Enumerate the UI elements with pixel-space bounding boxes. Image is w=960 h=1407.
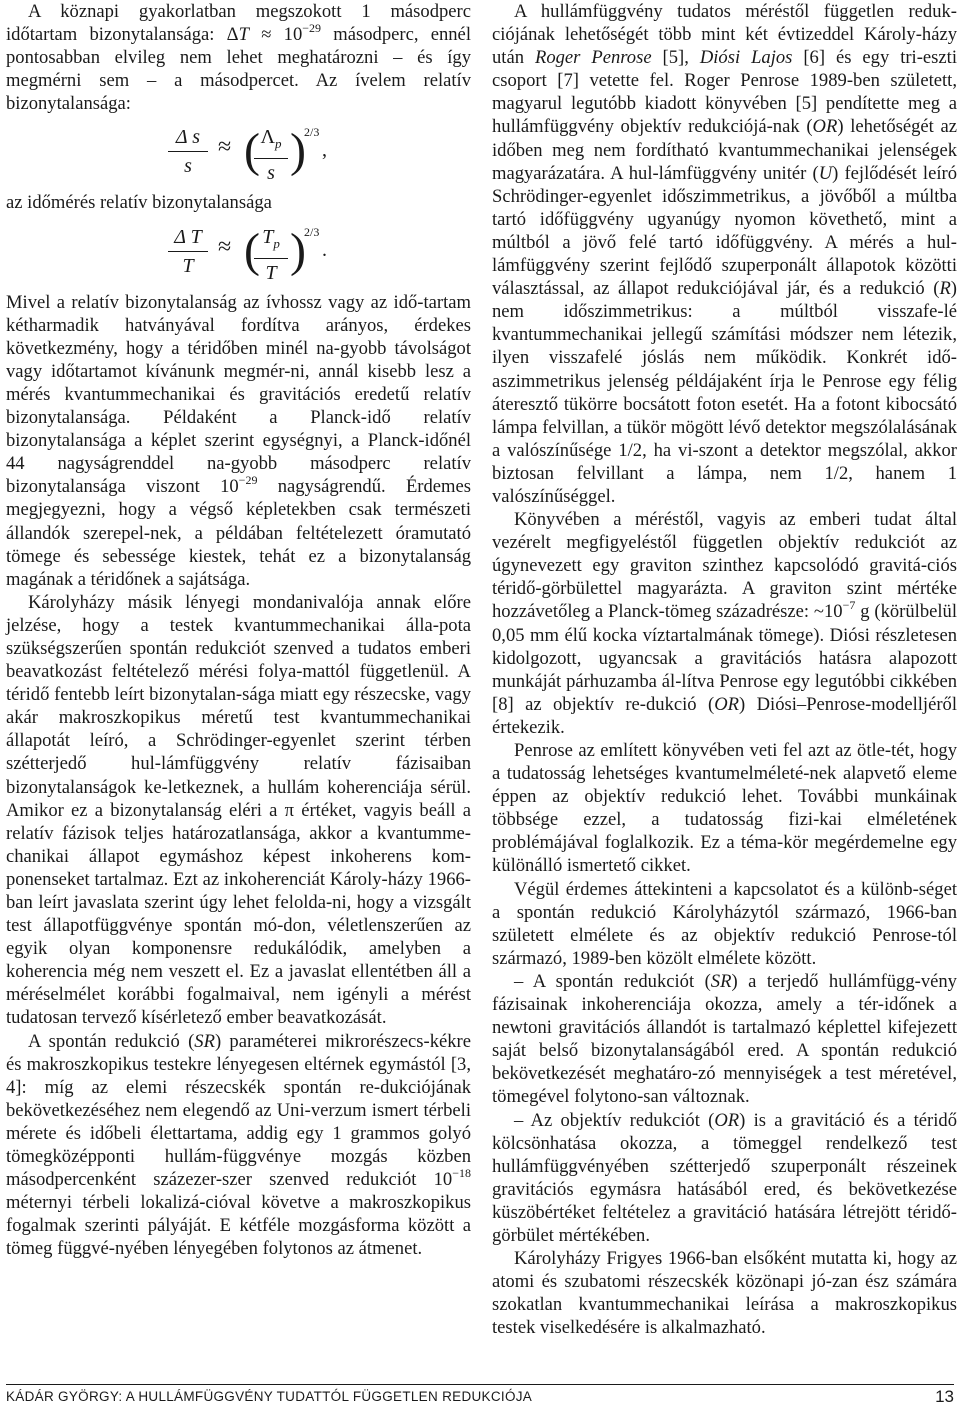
running-title: KÁDÁR GYÖRGY: A HULLÁMFÜGGVÉNY TUDATTÓL FÜGGETLEN REDUKCIÓJA <box>6 1389 533 1404</box>
page-footer <box>6 1384 954 1405</box>
exponent: 2/3 <box>304 125 320 140</box>
paragraph-consciousness: Penrose az említett könyvében veti fel azt az ötle-tét, hogy a tudatosság lehetséges kvantumelméleté-nek alapvető eleme éppen az objektív redukció lehet. További munkáinak többsége ezzel, a tudatosság fizi-kai elméletének problémájával foglalkozik. Ez a téma-kör megérdemelne egy különálló ismertető cikket. <box>492 740 957 877</box>
paragraph-graviton-level: Könyvében a méréstől, vagyis az emberi tudat által vezérelt megfigyeléstől független objektív redukciót az úgynevezett egy graviton szinthez kapcsolódó gravitá-ciós téridő-görbülettel magyarázta. A graviton szint mértéke hozzávetőleg a Planck-tömeg századrésze: $\sim 10^{-7}$ g (körülbelül 0,05 mm élű kocka víztartalmának tömege). Diósi részletesen kidolgozott, ugyancsak a gravitációs hatásra alapozott munkáját párhuzamba ál-lítva Penrose egy legutóbbi cikkében [8] az objektív re-dukció (OR) Diósi–Penrose-modelljéről értekezik. <box>492 509 958 738</box>
page-number: 13 <box>935 1387 954 1406</box>
right-paren: ) <box>290 124 306 178</box>
paragraph-conclusion: Károlyházy Frigyes 1966-ban elsőként mutatta ki, hogy az atomi és szubatomi részecskék közönapi jó-zan ész számára szokatlan kvantummechanikai leírása a makroszkopikus testek viselkedésére is alkalmazható. <box>492 1248 957 1339</box>
equation-fraction-inner: $\Lambda_p$ s <box>254 125 288 185</box>
right-paren: ) <box>290 223 306 277</box>
exponent: 2/3 <box>304 224 320 239</box>
paragraph-sr-parameters: A spontán redukció (SR) paraméterei mikrorészecs-kékre és makroszkopikus testekre lényegesen eltérnek egymástól [3, 4]: míg az elemi részecskék spontán re-dukciójának bekövetkezéséhez nem elegendő az Uni-verzum ismert térbeli mérete és időbeli élettartama, addig egy 1 grammos golyó tömegközépponti hullám-függvénye mozgás közben másodpercenként százezer-szer szenved redukciót $10^{-18}$ méternyi térbeli lokalizá-cióval követve a makroszkopikus fogalmak szerinti pályáját. E kétféle mozgásforma között a tömeg függvé-nyében lényegében folytonos az átmenet. <box>6 1030 471 1260</box>
paragraph-planck-time: Mivel a relatív bizonytalanság az ívhossz vagy az idő-tartam kétharmadik hatványával fordítva arányos, érdekes következmény, hogy a téridőben minél na-gyobb távolságot vagy időtartamot kívánunk megmér-ni, annál kisebb lesz a mérés kvantummechanikai és gravitációs eredetű relatív bizonytalansága. Példaként a Planck-idő relatív bizonytalansága a képlet szerint egységnyi, a Planck-időnél 44 nagyságrenddel na-gyobb másodperc relatív bizonytalansága viszont $10^{-29}$ nagyságrendű. Érdemes megjegyezni, hogy a végső képletekben csak természeti állandók szerepel-nek, a példában feltételezett óramutató tömege és sebessége kiestek, tehát ez a bizonytalanság magának a téridőnek a sajátsága. <box>6 291 471 590</box>
equation-time-uncertainty: Δ T T ≈ ( $T_p$ T ) 2/3 . <box>6 219 471 287</box>
left-paren: ( <box>244 124 260 178</box>
paragraph-second-uncertainty: A köznapi gyakorlatban megszokott 1 másodperc időtartam bizonytalansága: $\Delta T \approx 10^{-29}$ másodperc, ennél pontosabban elvileg nem lehet meghatározni – és így megmérni sem – a másodpercet. Az ívelem relatív bizonytalansága: <box>6 1 471 115</box>
approx-symbol: ≈ <box>218 134 232 161</box>
paragraph-spontaneous-reduction: Károlyházy másik lényegi mondanivalója annak előre jelzése, hogy a testek kvantummechanikai álla-pota szükségszerűen spontán redukciót szenved a tudatos emberi beavatkozást feltételező mérési folya-mattól függetlenül. A téridő fentebb leírt bizonytalan-sága miatt egy részecske, vagy akár makroszkopikus méretű test kvantummechanikai állapotát leíró, a Schrödinger-egyenlet szerint térben szétterjedő hul-lámfüggvény relatív fázisaiban bizonytalanságok ke-letkeznek, a hullám koherenciája sérül. Amikor ez a bizonytalanság eléri a π értéket, vagyis beáll a relatív fázisok teljes határozatlansága, akkor a kvantumme-chanikai állapot egymáshoz képest inkoherens kom-ponenseket tartalmaz. Ezt az inkoherenciát Károly-házy 1966-ban leírt javaslata szerint úgy lehet feloldа-ni, hogy a vizsgált test állapotfüggvénye spontán mó-don, véletlenszerűen az egyik olyan komponensre redukálódik, amelyben a koherencia még nem veszett el. Ez a javaslat ellentétben áll a méréselmélet korábbi fogalmaival, nem igényli a mérést tudatosan tervező kísérletező ember beavatkozását. <box>6 591 471 1029</box>
paragraph-penrose-intro: A hullámfüggvény tudatos méréstől független reduk-ciójának lehetőségét több mint két évtizeddel Károly-házy után Roger Penrose [5], Diósi Lajos [6] és egy tri-eszti csoport [7] vetette fel. Roger Penrose 1989-ben született, magyarul legutóbb kiadott könyvében [5] pendítette meg a hullámfüggvény objektív redukciójá-nak (OR) lehetőségét az időben meg nem fordítható kvantummechanikai jelenségek magyarázatára. A hul-lámfüggvény unitér (U) fejlődését leíró Schrödinger-egyenlet időszimmetrikus, a jövőből a múltba tartó időfüggvény ugyanúgy nyomon követhető, mint a múltból a jövő felé tartó időfüggvény. A mérés a hul-lámfüggvény szerint fejlődő szuperponált állapotok közötti választással, az állapot redukciójával jár, és a redukció (R) nem időszimmetrikus: a múltból visszafe-lé kvantummechanikai jellegű számítási módszer nem létezik, ilyen visszafelé jóslás nem működik. Konkrét idő-aszimmetrikus jelenség példájaként írja le Penrose egy félig áteresztő tükörre bocsátott foton esetét. Ha a fotont kibocsátó lámpa felvillan, a tükör mögött lévő detektor megszólalásának a valószínűsége 1/2, ha vi-szont a detektor megszólal, akkor biztosan felvillant a lámpa, nem 1/2, hanem 1 valószínűséggel. <box>492 1 958 507</box>
equation-fraction-inner: $T_p$ T <box>254 225 288 285</box>
approx-symbol: ≈ <box>218 233 232 260</box>
paragraph-time-uncertainty-intro: az időmérés relatív bizonytalansága <box>6 192 272 214</box>
paragraph-comparison-intro: Végül érdemes áttekinteni a kapcsolatot és a különb-séget a spontán redukció Károlyházytól származó, 1966-ban született elmélete és az objektív redukció Penrose-tól származó, 1989-ben közölt elmélete között. <box>492 878 957 969</box>
equation-fraction-left: Δ s s <box>168 125 208 178</box>
equation-arc-uncertainty: Δ s s ≈ ( $\Lambda_p$ s ) 2/3 , <box>6 119 471 187</box>
right-column <box>492 0 957 1339</box>
left-column <box>6 0 471 1261</box>
left-paren: ( <box>244 223 260 277</box>
equation-fraction-left: Δ T T <box>168 225 208 278</box>
paragraph-sr-summary: – A spontán redukciót (SR) a terjedő hullámfügg-vény fázisainak inkoherenciája okozza, amely a tér-időnek a newtoni gravitációs állandót is tartalmazó képlettel kifejezett saját belső bizonytalanságából ered. A spontán redukció bekövetkezését meghatáro-zó mennyiségek a test méretével, tömegével folytono-san változnak. <box>492 970 957 1108</box>
paragraph-or-summary: – Az objektív redukciót (OR) is a gravitáció és a téridő kölcsönhatása okozza, a tömeggel rendelkező test hullámfüggvényében szétterjedő szuperponált részeinek gravitációs egymásra hatásából ered, és bekövetkezése küszöbértéket feltételez a gravitáció hatására létrejött téridő-görbület mértékében. <box>492 1109 957 1246</box>
